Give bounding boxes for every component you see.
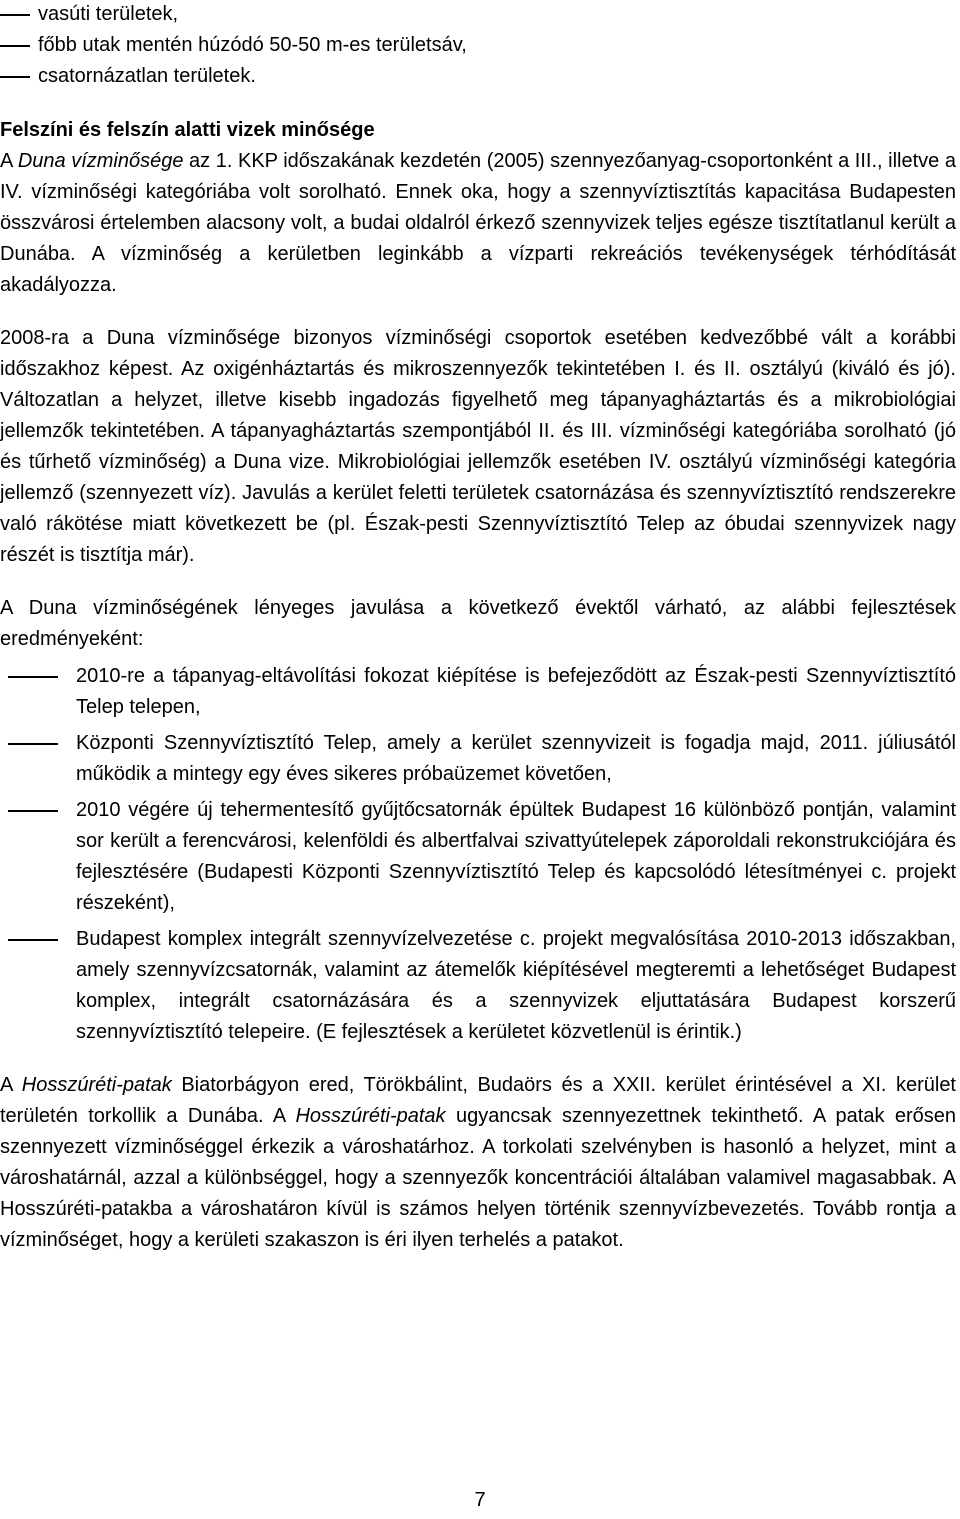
paragraph-duna-quality: A Duna vízminősége az 1. KKP időszakának kezdetén (2005) szennyezőanyag-csoportonként a III., illetve a IV. vízminőségi kategóriába volt sorolható. Ennek oka, hogy a szennyvíztisztítás kapacitása Budapesten összvárosi értelemben alacsony volt, a budai oldalról érkező szennyvizek teljes egésze tisztítatlanul került a Dunába. A vízminőség a kerületben leginkább a vízparti rekreációs tevékenységek térhódítását akadályozza. <box>0 150 956 296</box>
list-item-text: Központi Szennyvíztisztító Telep, amely a kerület szennyvizeit is fogadja majd, 2011. júliusától működik a mintegy egy éves sikeres próbaüzemet követően, <box>76 732 956 785</box>
list-item-text: csatornázatlan területek. <box>38 65 256 87</box>
section-heading: Felszíni és felszín alatti vizek minősége <box>0 119 375 141</box>
list-item-text: 2010 végére új tehermentesítő gyűjtőcsatornák épültek Budapest 16 különböző pontján, valamint sor került a ferencvárosi, kelenföldi és albertfalvai szivattyútelepek záporoldali rekonstrukciójára és fejlesztésére (Budapesti Központi Szennyvíztisztító Telep és kapcsolódó létesítményei c. projekt részeként), <box>76 799 956 914</box>
list-item <box>0 728 956 790</box>
stream-name: Hosszúréti-patak <box>21 1074 172 1096</box>
improvement-list <box>0 661 956 1048</box>
dash-bullet-icon <box>0 14 30 16</box>
paragraph-2008-status: 2008-ra a Duna vízminősége bizonyos vízminőségi csoportok esetében kedvezőbbé vált a korábbi időszakhoz képest. Az oxigénháztartás és mikroszennyezők tekintetében I. és II. osztályú (kiváló és jó). Változatlan a helyzet, illetve kisebb ingadozás figyelhető meg tápanyagháztartás és a mikrobiológiai jellemzők tekintetében. A tápanyagháztartás szempontjából II. és III. vízminőségi kategóriába sorolható (jó és tűrhető vízminőség) a Duna vize. Mikrobiológiai jellemzők esetében IV. osztályú vízminőségi kategória jellemző (szennyezett víz). Javulás a kerület feletti területek csatornázása és szennyvíztisztító rendszerekre való rákötése miatt következett be (pl. Észak-pesti Szennyvíztisztító Telep az óbudai szennyvizek nagy részét is tisztítja már). <box>0 327 956 566</box>
dash-bullet-icon <box>8 743 58 745</box>
dash-bullet-icon <box>8 810 58 812</box>
list-item <box>0 795 956 919</box>
list-item-text: 2010-re a tápanyag-eltávolítási fokozat kiépítése is befejeződött az Észak-pesti Szennyvíztisztító Telep telepen, <box>76 665 956 718</box>
paragraph-improvement-intro: A Duna vízminőségének lényeges javulása a következő évektől várható, az alábbi fejlesztések eredményeként: <box>0 597 956 650</box>
list-item <box>0 0 956 30</box>
dash-bullet-icon <box>8 676 58 678</box>
stream-name: Hosszúréti-patak <box>295 1105 446 1127</box>
duna-quality-term: Duna vízminősége <box>17 150 184 172</box>
list-item <box>0 661 956 723</box>
list-item-text: Budapest komplex integrált szennyvízelvezetése c. projekt megvalósítása 2010-2013 időszakban, amely szennyvízcsatornák, valamint az átemelők kiépítésével megteremti a lehetőséget Budapest komplex, integrált csatornázására és a szennyvizek eljuttatására Budapest korszerű szennyvíztisztító telepeire. (E fejlesztések a kerületet közvetlenül is érintik.) <box>76 928 956 1043</box>
list-item-text: vasúti területek, <box>38 3 179 25</box>
paragraph-hosszureti-patak: A Hosszúréti-patak Biatorbágyon ered, Törökbálint, Budaörs és a XXII. kerület érintésével a XI. kerület területén torkollik a Dunába. A Hosszúréti-patak ugyancsak szennyezettnek tekinthető. A patak erősen szennyezett vízminőséggel érkezik a városhatárhoz. A torkolati szelvényben is hasonló a helyzet, mint a városhatárnál, azzal a különbséggel, hogy a szennyezők koncentrációi általában valamivel magasabbak. A Hosszúréti-patakba a városhatáron kívül is számos helyen történik szennyvízbevezetés. Tovább rontja a vízminőséget, hogy a kerületi szakaszon is éri ilyen terhelés a patakot. <box>0 1074 957 1251</box>
dash-bullet-icon <box>0 76 30 78</box>
land-type-list <box>0 0 956 92</box>
dash-bullet-icon <box>0 45 30 47</box>
dash-bullet-icon <box>8 939 58 941</box>
list-item <box>0 61 956 92</box>
list-item <box>0 924 956 1048</box>
list-item <box>0 30 956 61</box>
page-number: 7 <box>474 1489 486 1511</box>
list-item-text: főbb utak mentén húzódó 50-50 m-es területsáv, <box>38 34 467 56</box>
